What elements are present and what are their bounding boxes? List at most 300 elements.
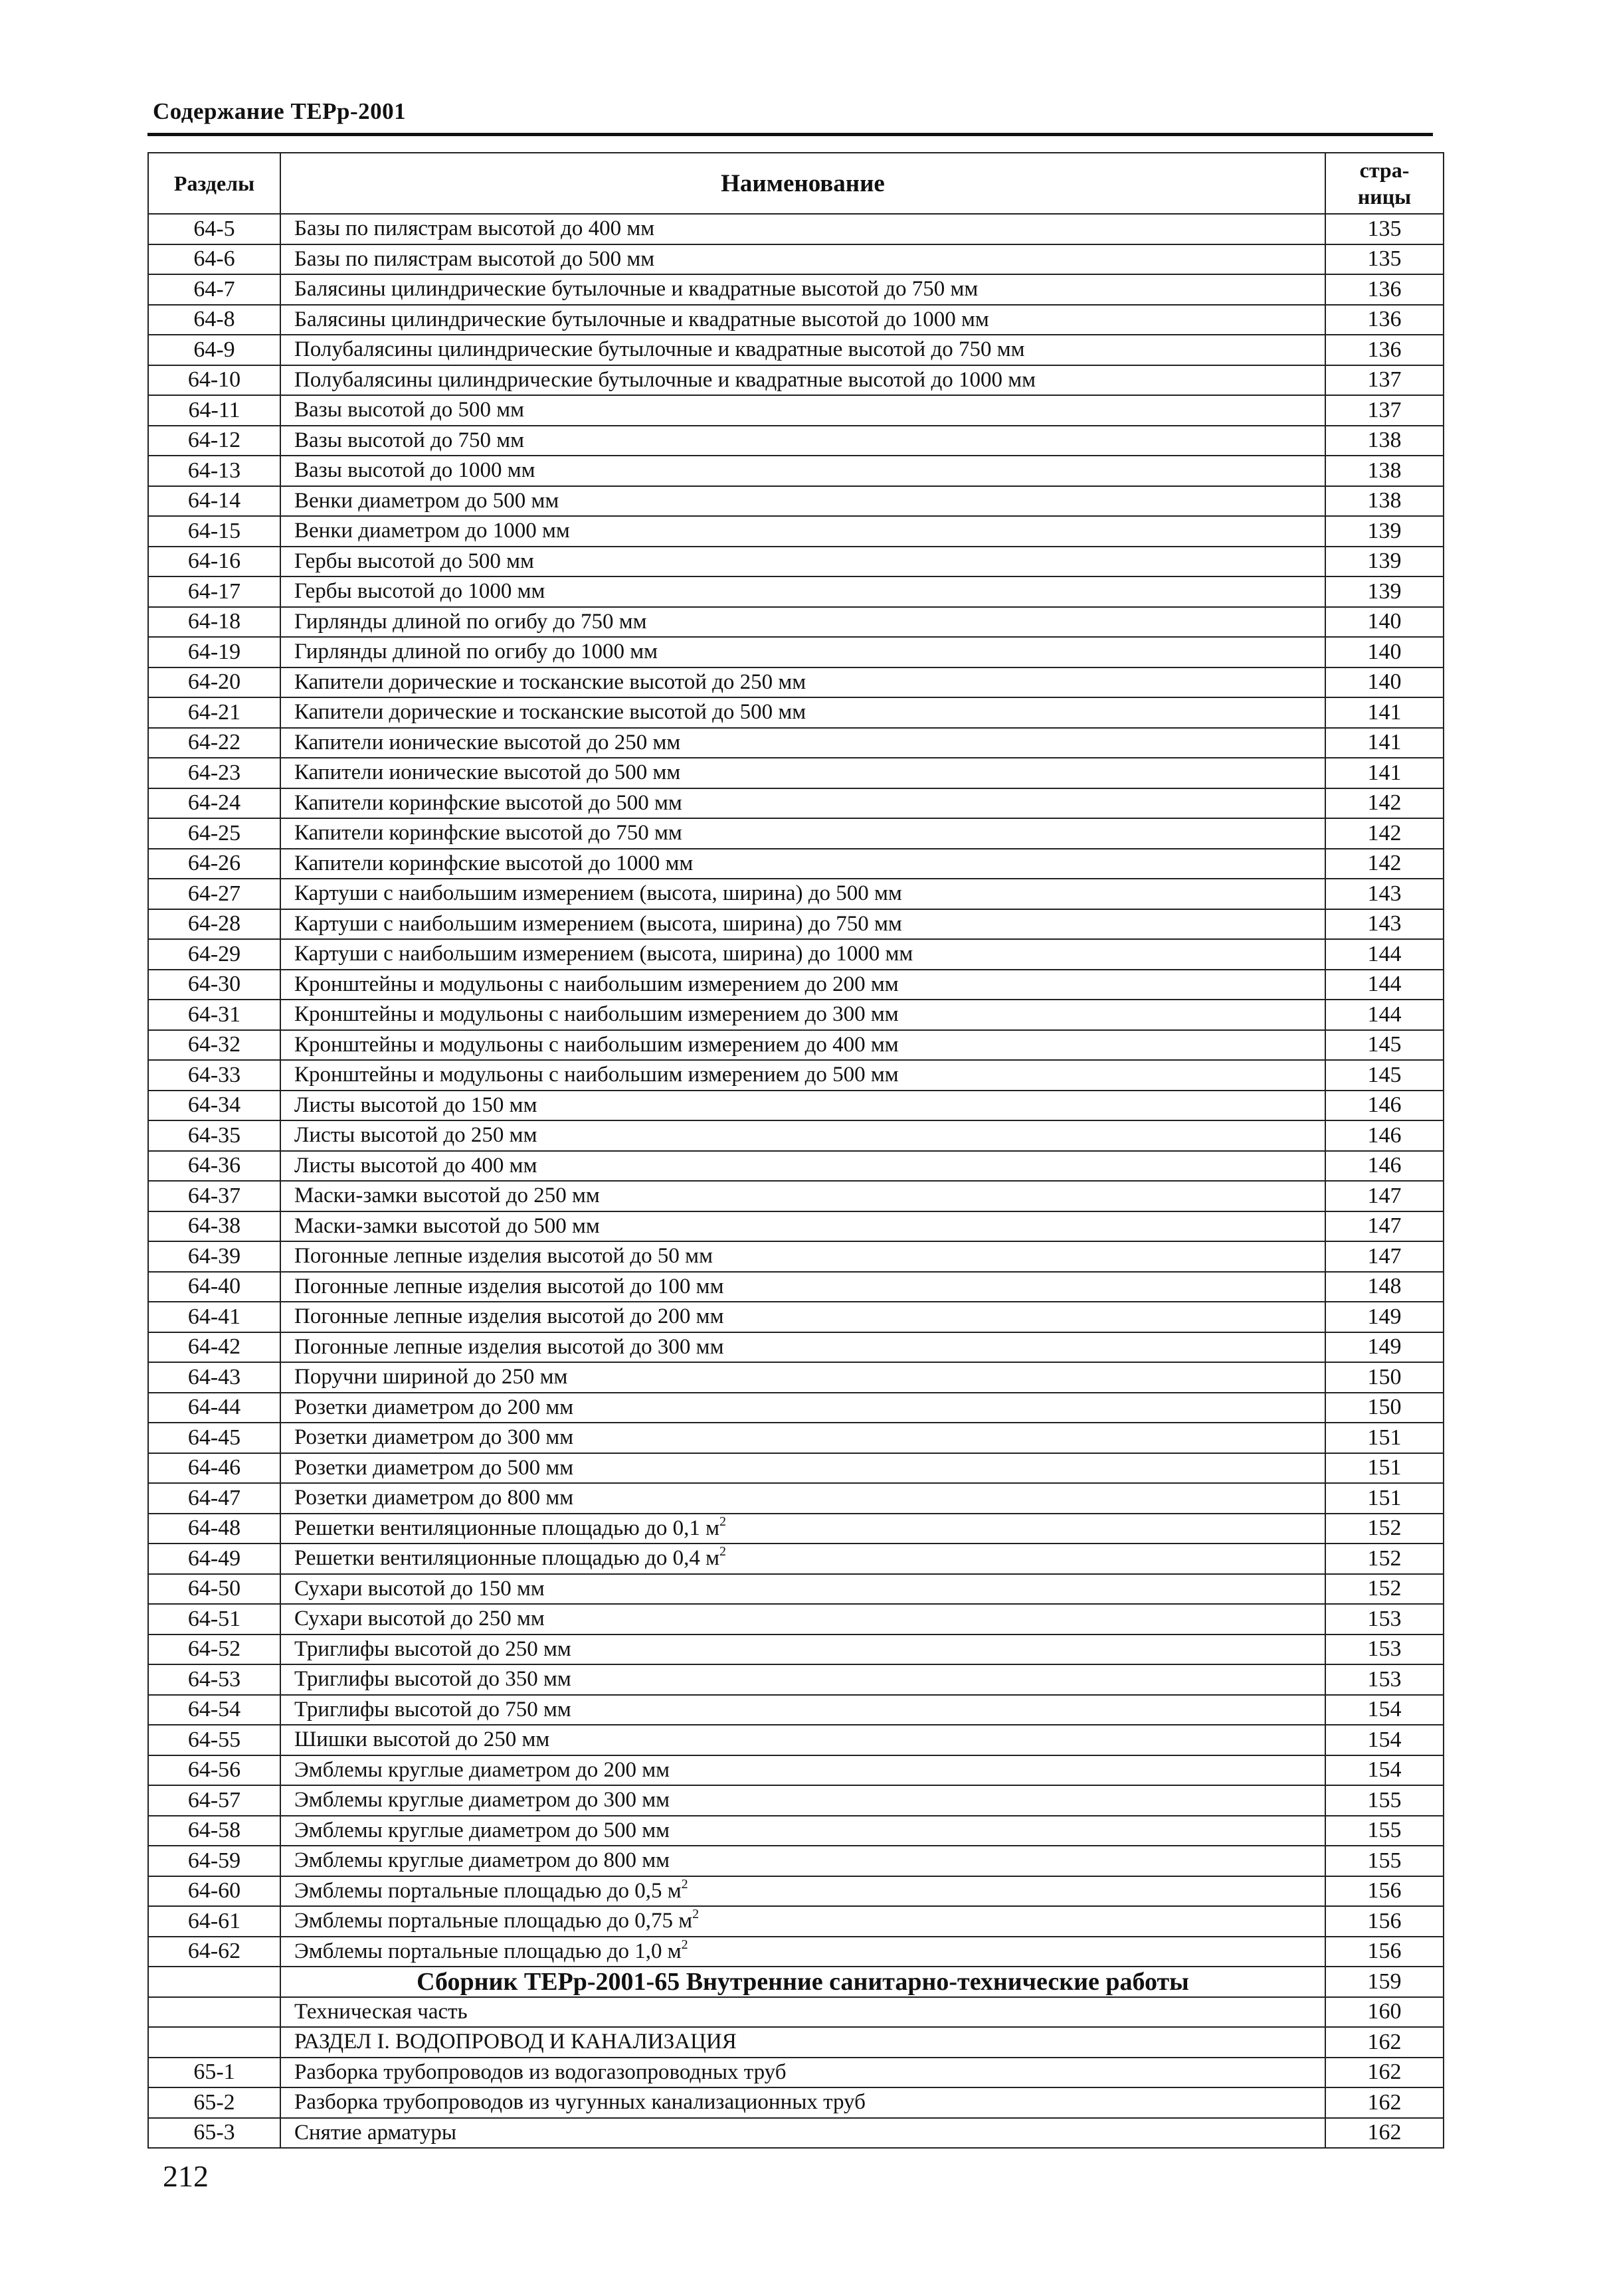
page-number-cell: 160 [1325,1997,1444,2028]
section-code-cell: 64-59 [148,1846,280,1876]
page-number-cell: 143 [1325,879,1444,909]
table-row [148,849,1444,879]
entry-name-text: Гирлянды длиной по огибу до 1000 мм [294,640,658,664]
section-code-cell: 64-60 [148,1876,280,1907]
entry-name-cell [280,576,1325,607]
section-code-cell: 64-58 [148,1816,280,1846]
page-number-cell: 154 [1325,1725,1444,1755]
entry-name-cell [280,909,1325,940]
entry-name-cell [280,516,1325,547]
section-code-cell: 64-46 [148,1453,280,1484]
entry-name-cell [280,1634,1325,1665]
entry-name-cell [280,1906,1325,1937]
column-header-pages-text: стра- ницы [1357,158,1412,209]
page-number-cell: 147 [1325,1181,1444,1211]
section-code-cell: 64-22 [148,728,280,758]
entry-name-cell [280,818,1325,849]
table-row [148,939,1444,970]
table-row [148,1514,1444,1544]
entry-name-cell [280,607,1325,638]
table-row [148,758,1444,788]
entry-name-text: Сборник ТЕРр-2001-65 Внутренние санитарно-технические работы [417,1967,1189,1996]
page-number-cell: 145 [1325,1060,1444,1091]
table-body [148,214,1444,2148]
section-code-cell: 64-29 [148,939,280,970]
entry-name-cell [280,1695,1325,1725]
table-row [148,1000,1444,1030]
table-row [148,1725,1444,1755]
page-number-cell: 155 [1325,1846,1444,1876]
table-row [148,1362,1444,1393]
section-code-cell: 64-10 [148,365,280,396]
entry-name-text: Погонные лепные изделия высотой до 100 мм [294,1274,724,1298]
entry-name-text: Базы по пилястрам высотой до 400 мм [294,217,655,241]
section-code-cell: 65-1 [148,2058,280,2088]
entry-name-text: Маски-замки высотой до 250 мм [294,1184,600,1208]
section-code-cell: 64-41 [148,1302,280,1332]
page-number-cell: 152 [1325,1544,1444,1574]
page-number-cell: 149 [1325,1302,1444,1332]
entry-name-text: Розетки диаметром до 200 мм [294,1395,574,1419]
entry-name-text: Триглифы высотой до 750 мм [294,1697,571,1722]
entry-name-text: Гербы высотой до 1000 мм [294,579,545,604]
page-number-cell: 154 [1325,1695,1444,1725]
entry-name-cell [280,1272,1325,1302]
table-row [148,607,1444,638]
section-code-cell: 64-54 [148,1695,280,1725]
section-code-cell: 64-31 [148,1000,280,1030]
section-code-cell: 64-45 [148,1423,280,1453]
entry-name-cell [280,274,1325,305]
running-header: Содержание ТЕРр-2001 [153,98,407,124]
entry-name-cell [280,1876,1325,1907]
section-code-cell: 64-24 [148,788,280,819]
section-code-cell: 64-12 [148,426,280,456]
table-row [148,1272,1444,1302]
entry-name-text: Поручни шириной до 250 мм [294,1365,568,1389]
entry-name-cell [280,1483,1325,1514]
table-row [148,1181,1444,1211]
section-code-cell: 64-34 [148,1091,280,1121]
section-code-cell: 64-20 [148,667,280,698]
table-row [148,1483,1444,1514]
entry-name-text: Кронштейны и модульоны с наибольшим измерением до 300 мм [294,1002,899,1027]
page-number-cell: 140 [1325,637,1444,667]
table-row [148,1030,1444,1061]
entry-name-text: Триглифы высотой до 250 мм [294,1636,571,1661]
page-number-cell: 140 [1325,607,1444,638]
table-row [148,365,1444,396]
page-number-cell: 162 [1325,2027,1444,2058]
table-row [148,1302,1444,1332]
entry-name-text: Разборка трубопроводов из водогазопроводных труб [294,2060,787,2084]
entry-name-text: Разборка трубопроводов из чугунных канализационных труб [294,2090,866,2115]
page-number-cell: 141 [1325,728,1444,758]
page-number-cell: 138 [1325,486,1444,517]
table-row [148,244,1444,275]
entry-name-text: Картуши с наибольшим измерением (высота, ширина) до 1000 мм [294,942,913,966]
entry-name-text: Техническая часть [294,1999,468,2024]
entry-name-text: Розетки диаметром до 500 мм [294,1455,574,1480]
table-row [148,667,1444,698]
entry-name-cell [280,1785,1325,1816]
entry-name-text: Эмблемы круглые диаметром до 300 мм [294,1788,670,1812]
page-number-cell: 155 [1325,1785,1444,1816]
section-code-cell: 64-57 [148,1785,280,1816]
page-number-cell: 162 [1325,2087,1444,2118]
page-number: 212 [163,2159,209,2193]
table-row [148,1695,1444,1725]
entry-name-text: Гирлянды длиной по огибу до 750 мм [294,609,647,634]
entry-name-cell [280,1000,1325,1030]
column-header-pages [1325,153,1444,214]
entry-name-cell [280,1030,1325,1061]
page-number-cell: 156 [1325,1906,1444,1937]
section-code-cell: 64-48 [148,1514,280,1544]
entry-name-cell [280,1453,1325,1484]
entry-name-text: Полубалясины цилиндрические бутылочные и квадратные высотой до 750 мм [294,337,1025,362]
section-code-cell: 64-38 [148,1211,280,1242]
entry-name-text: Маски-замки высотой до 500 мм [294,1213,600,1238]
entry-name-text: Шишки высотой до 250 мм [294,1727,550,1752]
entry-name-cell [280,849,1325,879]
entry-name-cell [280,637,1325,667]
section-code-cell: 64-50 [148,1574,280,1605]
entry-name-text: Эмблемы круглые диаметром до 200 мм [294,1757,670,1782]
entry-name-text: Гербы высотой до 500 мм [294,549,534,573]
section-code-cell: 65-3 [148,2118,280,2149]
entry-name-cell [280,2118,1325,2149]
section-code-cell: 64-23 [148,758,280,788]
table-row [148,1967,1444,1997]
page-number-cell: 138 [1325,426,1444,456]
page-number-cell: 153 [1325,1664,1444,1695]
section-code-cell: 64-37 [148,1181,280,1211]
entry-name-cell [280,1120,1325,1151]
page-number-cell: 139 [1325,576,1444,607]
page-number-cell: 135 [1325,244,1444,275]
section-code-cell: 64-47 [148,1483,280,1514]
entry-name-text: Капители дорические и тосканские высотой до 250 мм [294,669,806,694]
section-code-cell: 64-44 [148,1393,280,1423]
page-number-cell: 141 [1325,758,1444,788]
table-row [148,1876,1444,1907]
table-row [148,1755,1444,1786]
table-row [148,1574,1444,1605]
section-code-cell: 64-25 [148,818,280,849]
section-code-cell: 64-56 [148,1755,280,1786]
page-number-cell: 142 [1325,818,1444,849]
table-row [148,274,1444,305]
entry-name-cell [280,244,1325,275]
page-number-cell: 162 [1325,2058,1444,2088]
table-row [148,2027,1444,2058]
entry-name-cell [280,2087,1325,2118]
page-number-cell: 142 [1325,788,1444,819]
page-number-cell: 148 [1325,1272,1444,1302]
page-number-cell: 152 [1325,1574,1444,1605]
page-number-cell: 156 [1325,1937,1444,1967]
entry-name-text: Капители дорические и тосканские высотой до 500 мм [294,700,806,725]
entry-name-cell [280,1846,1325,1876]
entry-name-cell [280,788,1325,819]
entry-name-text: Полубалясины цилиндрические бутылочные и квадратные высотой до 1000 мм [294,367,1036,392]
section-code-cell: 64-19 [148,637,280,667]
section-code-cell: 64-7 [148,274,280,305]
entry-name-cell [280,697,1325,728]
unit-superscript: 2 [719,1544,726,1559]
table-row [148,818,1444,849]
entry-name-text: Сухари высотой до 150 мм [294,1576,545,1601]
table-row [148,547,1444,577]
section-code-cell: 64-9 [148,335,280,365]
entry-name-cell [280,667,1325,698]
page-number-cell: 143 [1325,909,1444,940]
entry-name-cell [280,939,1325,970]
page-number-cell: 154 [1325,1755,1444,1786]
section-code-cell [148,1967,280,1997]
page-number-cell: 146 [1325,1091,1444,1121]
entry-name-text: Вазы высотой до 500 мм [294,398,525,422]
section-code-cell: 64-27 [148,879,280,909]
entry-name-cell [280,1091,1325,1121]
page-number-cell: 156 [1325,1876,1444,1907]
entry-name-text: Триглифы высотой до 350 мм [294,1667,571,1692]
table-row [148,1906,1444,1937]
page-number-cell: 150 [1325,1393,1444,1423]
entry-name-cell [280,2058,1325,2088]
table-row [148,1453,1444,1484]
entry-name-text: Балясины цилиндрические бутылочные и квадратные высотой до 750 мм [294,277,979,302]
page-number-cell: 135 [1325,214,1444,244]
table-row [148,335,1444,365]
entry-name-text: Эмблемы портальные площадью до 0,5 м [294,1878,682,1903]
section-code-cell [148,1997,280,2028]
entry-name-text: Погонные лепные изделия высотой до 50 мм [294,1244,713,1269]
table-row [148,516,1444,547]
entry-name-text: Эмблемы портальные площадью до 0,75 м [294,1909,693,1933]
entry-name-cell [280,1302,1325,1332]
column-header-sections: Разделы [148,153,280,214]
table-row [148,1816,1444,1846]
section-code-cell: 64-11 [148,395,280,426]
unit-superscript: 2 [681,1937,688,1952]
table-row [148,1785,1444,1816]
entry-name-cell [280,1211,1325,1242]
entry-name-text: Венки диаметром до 500 мм [294,488,559,513]
entry-name-text: Решетки вентиляционные площадью до 0,4 м [294,1546,719,1571]
section-code-cell: 64-13 [148,456,280,486]
page-number-cell: 137 [1325,395,1444,426]
page-number-cell: 159 [1325,1967,1444,1997]
entry-name-cell [280,1181,1325,1211]
entry-name-text: Листы высотой до 250 мм [294,1123,537,1148]
entry-name-cell [280,1604,1325,1634]
section-code-cell: 64-55 [148,1725,280,1755]
section-code-cell: 64-16 [148,547,280,577]
entry-name-cell [280,728,1325,758]
section-code-cell: 64-35 [148,1120,280,1151]
table-row [148,1241,1444,1272]
page-number-cell: 139 [1325,547,1444,577]
entry-name-text: Снятие арматуры [294,2120,457,2145]
table-row [148,305,1444,335]
entry-name-text: Кронштейны и модульоны с наибольшим измерением до 500 мм [294,1063,899,1087]
page-number-cell: 139 [1325,516,1444,547]
section-code-cell: 64-51 [148,1604,280,1634]
table-row [148,1604,1444,1634]
entry-name-cell [280,1816,1325,1846]
entry-name-text: Балясины цилиндрические бутылочные и квадратные высотой до 1000 мм [294,307,989,331]
entry-name-cell [280,1664,1325,1695]
entry-name-cell [280,758,1325,788]
unit-superscript: 2 [681,1876,688,1892]
page-number-cell: 149 [1325,1332,1444,1363]
entry-name-cell [280,1393,1325,1423]
entry-name-cell [280,214,1325,244]
table-row [148,1151,1444,1182]
entry-name-cell [280,1151,1325,1182]
entry-name-text: Венки диаметром до 1000 мм [294,519,570,543]
entry-name-cell [280,1241,1325,1272]
table-row [148,1332,1444,1363]
entry-name-text: Вазы высотой до 1000 мм [294,458,535,483]
page-number-cell: 141 [1325,697,1444,728]
table-row [148,1393,1444,1423]
page-number-cell: 151 [1325,1483,1444,1514]
page-number-cell: 140 [1325,667,1444,698]
table-row [148,576,1444,607]
table-row [148,697,1444,728]
section-code-cell [148,2027,280,2058]
table-row [148,1664,1444,1695]
page-number-cell: 138 [1325,456,1444,486]
entry-name-text: Листы высотой до 150 мм [294,1093,537,1117]
table-row [148,1211,1444,1242]
entry-name-cell [280,1514,1325,1544]
section-code-cell: 64-21 [148,697,280,728]
page-number-cell: 136 [1325,305,1444,335]
contents-table [147,152,1444,2149]
entry-name-text: Розетки диаметром до 800 мм [294,1486,574,1510]
section-code-cell: 65-2 [148,2087,280,2118]
page-number-cell: 162 [1325,2118,1444,2149]
entry-name-text: Листы высотой до 400 мм [294,1153,537,1178]
entry-name-text: Погонные лепные изделия высотой до 200 мм [294,1304,724,1329]
page-number-cell: 152 [1325,1514,1444,1544]
table-header-row [148,153,1444,214]
entry-name-cell [280,305,1325,335]
table-row [148,1423,1444,1453]
entry-name-text: Капители ионические высотой до 250 мм [294,730,681,754]
entry-name-cell [280,1574,1325,1605]
section-code-cell: 64-52 [148,1634,280,1665]
section-code-cell: 64-36 [148,1151,280,1182]
entry-name-cell [280,1544,1325,1574]
page-number-cell: 153 [1325,1634,1444,1665]
table-row [148,788,1444,819]
table-row [148,637,1444,667]
entry-name-text: Сухари высотой до 250 мм [294,1607,545,1631]
table-row [148,486,1444,517]
table-row [148,1846,1444,1876]
entry-name-text: Кронштейны и модульоны с наибольшим измерением до 200 мм [294,972,899,996]
page-number-cell: 155 [1325,1816,1444,1846]
page-number-cell: 144 [1325,970,1444,1000]
entry-name-text: Розетки диаметром до 300 мм [294,1425,574,1450]
entry-name-cell [280,1937,1325,1967]
entry-name-cell [280,547,1325,577]
entry-name-text: Капители коринфские высотой до 750 мм [294,821,682,845]
entry-name-text: Капители ионические высотой до 500 мм [294,760,681,785]
section-code-cell: 64-17 [148,576,280,607]
unit-superscript: 2 [692,1907,700,1922]
table-row [148,2058,1444,2088]
page-number-cell: 150 [1325,1362,1444,1393]
section-code-cell: 64-49 [148,1544,280,1574]
section-code-cell: 64-30 [148,970,280,1000]
table-row [148,214,1444,244]
entry-name-cell [280,426,1325,456]
entry-name-cell [280,365,1325,396]
table-row [148,970,1444,1000]
collection-heading-cell [280,1967,1325,1997]
entry-name-text: РАЗДЕЛ I. ВОДОПРОВОД И КАНАЛИЗАЦИЯ [294,2030,737,2054]
entry-name-text: Решетки вентиляционные площадью до 0,1 м [294,1516,719,1540]
entry-name-text: Картуши с наибольшим измерением (высота, ширина) до 500 мм [294,881,902,906]
section-code-cell: 64-39 [148,1241,280,1272]
entry-name-cell [280,1997,1325,2028]
table-row [148,2118,1444,2149]
entry-name-cell [280,486,1325,517]
page-number-cell: 147 [1325,1211,1444,1242]
page-number-cell: 144 [1325,1000,1444,1030]
page-number-cell: 147 [1325,1241,1444,1272]
page-number-cell: 145 [1325,1030,1444,1061]
entry-name-cell [280,1332,1325,1363]
entry-name-cell [280,970,1325,1000]
page-number-cell: 136 [1325,335,1444,365]
section-code-cell: 64-8 [148,305,280,335]
section-code-cell: 64-42 [148,1332,280,1363]
entry-name-text: Погонные лепные изделия высотой до 300 мм [294,1334,724,1359]
section-code-cell: 64-61 [148,1906,280,1937]
table-row [148,879,1444,909]
page-number-cell: 144 [1325,939,1444,970]
section-code-cell: 64-43 [148,1362,280,1393]
section-code-cell: 64-5 [148,214,280,244]
entry-name-text: Эмблемы портальные площадью до 1,0 м [294,1939,682,1963]
table-row [148,728,1444,758]
entry-name-text: Базы по пилястрам высотой до 500 мм [294,246,655,271]
entry-name-text: Капители коринфские высотой до 500 мм [294,790,682,815]
entry-name-text: Капители коринфские высотой до 1000 мм [294,851,694,875]
entry-name-cell [280,456,1325,486]
section-code-cell: 64-18 [148,607,280,638]
table-row [148,456,1444,486]
table-row [148,1937,1444,1967]
entry-name-text: Вазы высотой до 750 мм [294,428,525,452]
page-number-cell: 151 [1325,1453,1444,1484]
section-code-cell: 64-40 [148,1272,280,1302]
entry-name-cell [280,1060,1325,1091]
page-number-cell: 137 [1325,365,1444,396]
entry-name-cell [280,1362,1325,1393]
table-row [148,426,1444,456]
page-number-cell: 142 [1325,849,1444,879]
entry-name-cell [280,879,1325,909]
table-row [148,1091,1444,1121]
